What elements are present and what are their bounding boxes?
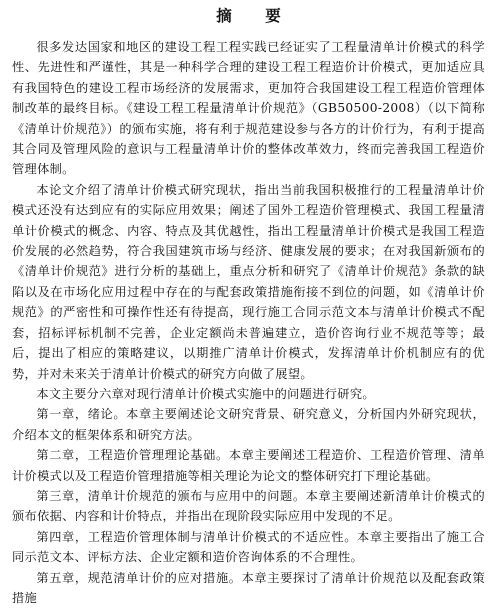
abstract-paragraph-3: 本文主要分六章对现行清单计价模式实施中的问题进行研究。 <box>36 386 375 401</box>
abstract-paragraph-1: 很多发达国家和地区的建设工程工程实践已经证实了工程量清单计价模式的科学性、先进性和严谨性，其是一种科学合理的建设工程工程造价计价模式，更加适应具有我国特色的建设工程市场经济的发展需求，更加符合我国建设工程工程造价管理体制改革的最终目标。《建设工程工程量清单计价规范》（GB50500-2008）（以下简称《清单计价规范》）的颁布实施，将有利于规范建设参与各方的计价行为，有利于提高其合同及管理风险的意识与工程量清单计价的整体改革效力，终而完善我国工程造价管理体制。 <box>12 40 485 177</box>
abstract-paragraph-2: 本论文介绍了清单计价模式研究现状，指出当前我国积极推行的工程量清单计价模式还没有达到应有的实际应用效果；阐述了国外工程造价管理模式、我国工程量清单计价模式的概念、内容、特点及其优越性，指出工程量清单计价模式是我国工程造价发展的必然趋势，符合我国建筑市场与经济、健康发展的要求；在对我国新颁布的《清单计价规范》进行分析的基础上，重点分析和研究了《清单计价规范》条款的缺陷以及在市场化应用过程中存在的与配套政策措施衔接不到位的问题，如《清单计价规范》的严密性和可操作性还有待提高，现行施工合同示范文本与清单计价模式不配套，招标评标机制不完善，企业定额尚未普遍建立，造价咨询行业不规范等等；最后，提出了相应的策略建议，以期推广清单计价模式，发挥清单计价机制应有的优势，并对未来关于清单计价模式的研究方向做了展望。 <box>12 182 485 381</box>
chapter-5-summary: 第五章，规范清单计价的应对措施。本章主要探讨了清单计价规范以及配套政策措施 <box>12 570 485 605</box>
chapter-4-summary: 第四章，工程造价管理体制与清单计价模式的不适应性。本章主要指出了施工合同示范文本、评标方法、企业定额和造价咨询体系的不合理性。 <box>12 529 485 565</box>
abstract-title: 摘 要 <box>216 7 295 25</box>
chapter-2-summary: 第二章，工程造价管理理论基础。本章主要阐述工程造价、工程造价管理、清单计价模式以及工程造价管理措施等相关理论为论文的整体研究打下理论基础。 <box>12 448 485 483</box>
chapter-3-summary: 第三章，清单计价规范的颁布与应用中的问题。本章主要阐述新清单计价模式的颁布依据、内容和计价特点，并指出在现阶段实际应用中发现的不足。 <box>12 488 485 524</box>
chapter-1-summary: 第一章，绪论。本章主要阐述论文研究背景、研究意义，分析国内外研究现状，介绍本文的框架体系和研究方法。 <box>12 407 485 442</box>
